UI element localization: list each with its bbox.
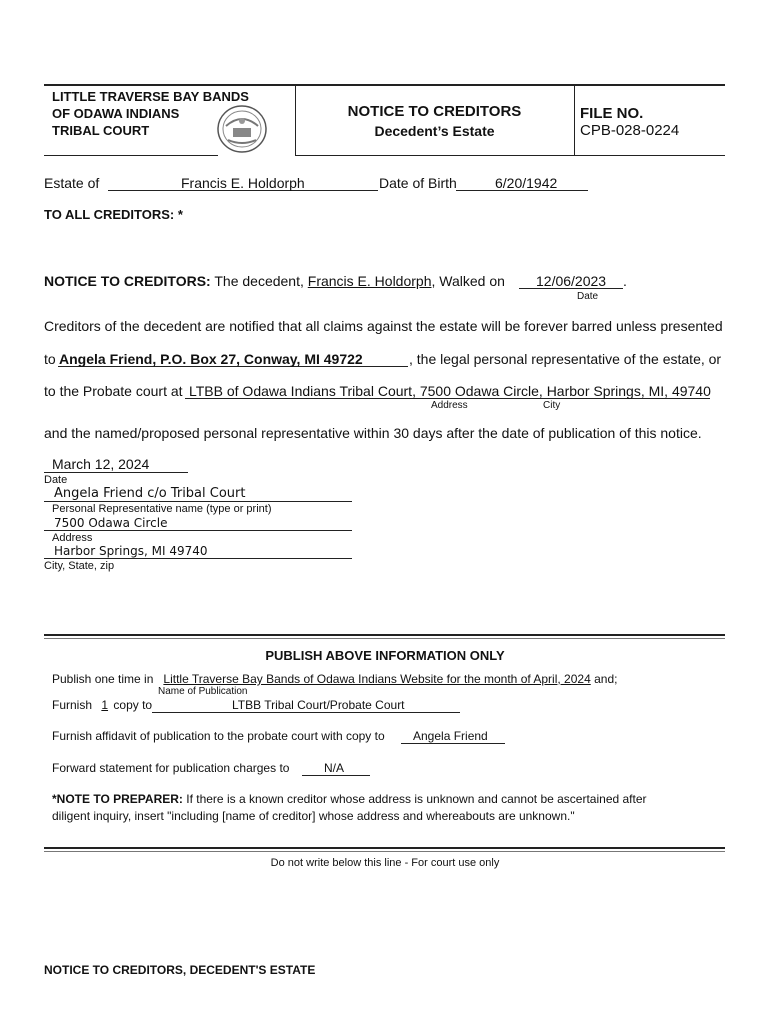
representative-tail: , the legal personal representative of the estate, or: [409, 351, 722, 367]
notice-label: NOTICE TO CREDITORS:: [44, 273, 211, 289]
furnish-prefix: Furnish: [52, 698, 93, 712]
publish-heading: PUBLISH ABOVE INFORMATION ONLY: [265, 648, 505, 663]
charges-to-value: N/A: [324, 761, 345, 775]
publish-suffix: and;: [594, 672, 618, 686]
charges-label: Forward statement for publication charges to: [52, 761, 290, 775]
court-address-value: LTBB of Odawa Indians Tribal Court, 7500 Odawa Circle, Harbor Springs, MI, 49740: [189, 383, 711, 399]
rep-city-field[interactable]: [44, 543, 352, 559]
rep-name-value: Angela Friend c/o Tribal Court: [54, 486, 246, 501]
header-bottom-rule-left: [44, 155, 218, 156]
court-use-rule-1: [44, 847, 725, 849]
rep-name-caption: Personal Representative name (type or print): [52, 503, 272, 515]
publish-prefix: Publish one time in: [52, 672, 154, 686]
affidavit-label: Furnish affidavit of publication to the probate court with copy to: [52, 729, 385, 743]
furnish-to-field[interactable]: [152, 698, 460, 713]
dob-label: Date of Birth: [379, 175, 457, 191]
notice-text1: The decedent,: [214, 273, 304, 289]
rep-city-caption: City, State, zip: [44, 560, 115, 572]
charges-to-field[interactable]: [302, 761, 370, 776]
note-to-preparer: [52, 791, 647, 825]
note-text-line1: If there is a known creditor whose address is unknown and cannot be ascertained after: [186, 792, 647, 806]
walked-on-date-value: 12/06/2023: [536, 273, 607, 289]
notice-period: .: [623, 273, 627, 289]
representative-value: Angela Friend, P.O. Box 27, Conway, MI 49722: [59, 351, 363, 367]
furnish-copy-line: [52, 698, 152, 712]
city-caption: City: [543, 400, 561, 411]
walked-on-date-caption: Date: [577, 291, 599, 302]
court-name-line1: LITTLE TRAVERSE BAY BANDS: [52, 89, 249, 104]
court-address-field[interactable]: [185, 383, 710, 399]
claims-paragraph: Creditors of the decedent are notified that all claims against the estate will be forever barred unless presented: [44, 318, 723, 334]
court-use-note: Do not write below this line - For court use only: [270, 857, 500, 869]
rep-name-field[interactable]: [44, 485, 352, 502]
publication-name-caption: Name of Publication: [158, 686, 248, 697]
rep-address-caption: Address: [52, 532, 93, 544]
signature-date-value: March 12, 2024: [52, 456, 150, 472]
furnish-to-value: LTBB Tribal Court/Probate Court: [232, 698, 405, 712]
dob-field[interactable]: [456, 175, 588, 191]
publish-top-rule-2: [44, 638, 725, 639]
furnish-count[interactable]: 1: [101, 698, 109, 712]
form-subtitle: Decedent’s Estate: [374, 123, 495, 139]
header-bottom-rule-right: [295, 155, 725, 156]
publication-name-value[interactable]: Little Traverse Bay Bands of Odawa Indians Website for the month of April, 2024: [163, 672, 591, 686]
probate-court-label: to the Probate court at: [44, 383, 183, 399]
signature-date-field[interactable]: [44, 456, 188, 473]
walked-on-date-field[interactable]: [519, 273, 623, 289]
publication-paragraph: and the named/proposed personal representative within 30 days after the date of publication of this notice.: [44, 425, 702, 441]
rep-address-value: 7500 Odawa Circle: [54, 516, 168, 530]
signature-date-caption: Date: [44, 474, 68, 486]
rep-city-value: Harbor Springs, MI 49740: [54, 544, 208, 558]
note-text-line2: diligent inquiry, insert "including [name of creditor] whose address and whereabouts are unknown.": [52, 809, 575, 823]
header-divider-2: [574, 85, 575, 155]
dob-value: 6/20/1942: [495, 175, 558, 191]
decedent-name-field[interactable]: [108, 175, 378, 191]
notice-decedent: Francis E. Holdorph: [307, 273, 432, 289]
publish-line1: [52, 672, 617, 686]
header-divider-1: [295, 85, 296, 155]
to-all-creditors: TO ALL CREDITORS: *: [44, 207, 183, 222]
notice-line: [44, 273, 505, 289]
notice-text2: , Walked on: [431, 273, 505, 289]
court-use-rule-2: [44, 851, 725, 852]
file-no-label: FILE NO.: [580, 105, 644, 122]
rep-address-field[interactable]: [44, 515, 352, 531]
tribal-seal-icon: [216, 104, 268, 154]
affidavit-to-value: Angela Friend: [413, 729, 488, 743]
furnish-mid: copy to: [113, 698, 153, 712]
note-label: *NOTE TO PREPARER:: [52, 792, 183, 806]
file-no-value: CPB-028-0224: [580, 122, 680, 139]
court-name-line2: OF ODAWA INDIANS: [52, 106, 180, 121]
representative-field[interactable]: [58, 351, 408, 367]
to-label: to: [44, 351, 56, 367]
header-top-rule: [44, 84, 725, 86]
estate-label: Estate of: [44, 175, 100, 191]
court-name-line3: TRIBAL COURT: [52, 123, 150, 138]
address-caption: Address: [431, 400, 468, 411]
footer-form-title: NOTICE TO CREDITORS, DECEDENT'S ESTATE: [44, 963, 316, 977]
affidavit-to-field[interactable]: [401, 729, 505, 744]
publish-top-rule-1: [44, 634, 725, 636]
form-title: NOTICE TO CREDITORS: [347, 103, 522, 120]
decedent-name-value: Francis E. Holdorph: [181, 175, 305, 191]
